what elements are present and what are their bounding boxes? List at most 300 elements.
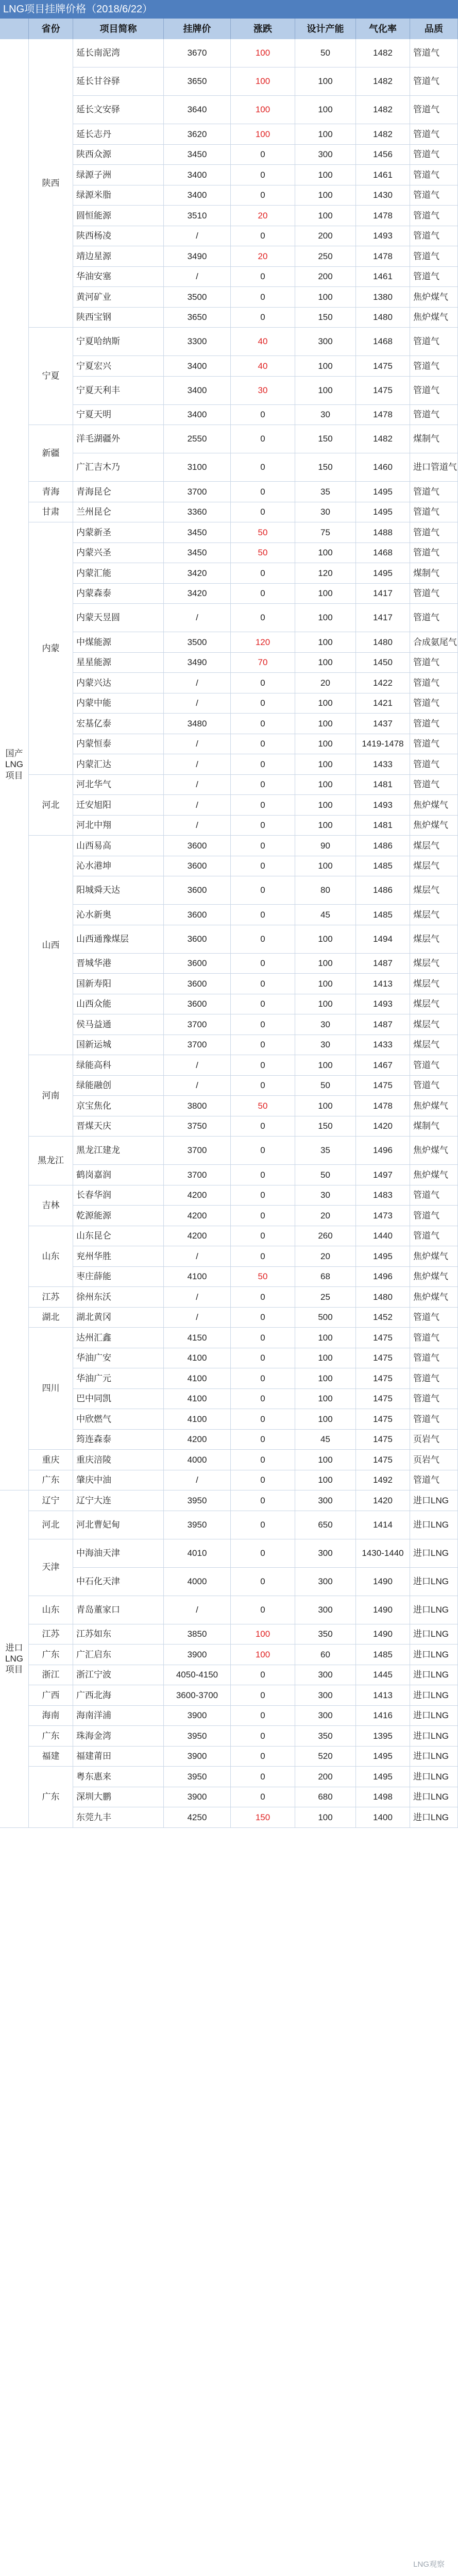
project-name: 达州汇鑫 xyxy=(73,1328,164,1348)
price-change: 0 xyxy=(231,1185,295,1206)
design-capacity: 100 xyxy=(295,124,356,145)
gasification-rate: 1414 xyxy=(356,1511,410,1539)
price-change: 120 xyxy=(231,632,295,653)
header-gasification: 气化率 xyxy=(356,19,410,39)
gasification-rate: 1417 xyxy=(356,604,410,632)
design-capacity: 100 xyxy=(295,974,356,994)
listed-price: 3600 xyxy=(164,876,231,905)
gas-quality: 管道气 xyxy=(410,502,458,523)
province-cell: 四川 xyxy=(29,1328,73,1450)
gas-quality: 管道气 xyxy=(410,124,458,145)
design-capacity: 45 xyxy=(295,905,356,925)
gasification-rate: 1417 xyxy=(356,584,410,604)
listed-price: / xyxy=(164,604,231,632)
header-project: 项目简称 xyxy=(73,19,164,39)
design-capacity: 100 xyxy=(295,67,356,96)
project-name: 国新运城 xyxy=(73,1035,164,1056)
table-title: LNG项目挂牌价格（2018/6/22） xyxy=(0,0,458,19)
design-capacity: 150 xyxy=(295,453,356,482)
design-capacity: 100 xyxy=(295,1055,356,1076)
gas-quality: 管道气 xyxy=(410,39,458,67)
price-change: 0 xyxy=(231,185,295,206)
gasification-rate: 1420 xyxy=(356,1116,410,1137)
listed-price: / xyxy=(164,1308,231,1328)
gas-quality: 焦炉煤气 xyxy=(410,816,458,836)
gasification-rate: 1480 xyxy=(356,308,410,328)
gasification-rate: 1482 xyxy=(356,39,410,67)
province-cell: 甘肃 xyxy=(29,502,73,523)
gas-quality: 管道气 xyxy=(410,1206,458,1226)
header-category xyxy=(0,19,29,39)
gas-quality: 管道气 xyxy=(410,226,458,247)
price-change: 0 xyxy=(231,1470,295,1491)
gasification-rate: 1445 xyxy=(356,1665,410,1686)
listed-price: 3900 xyxy=(164,1787,231,1808)
design-capacity: 300 xyxy=(295,328,356,356)
price-change: 70 xyxy=(231,653,295,673)
gasification-rate: 1467 xyxy=(356,1055,410,1076)
gas-quality: 进口LNG xyxy=(410,1706,458,1726)
project-name: 陕西众源 xyxy=(73,145,164,165)
gasification-rate: 1413 xyxy=(356,1685,410,1706)
project-name: 星星能源 xyxy=(73,653,164,673)
listed-price: 4150 xyxy=(164,1328,231,1348)
listed-price: 3400 xyxy=(164,377,231,405)
design-capacity: 300 xyxy=(295,145,356,165)
gas-quality: 管道气 xyxy=(410,714,458,734)
price-change: 20 xyxy=(231,246,295,267)
price-change: 0 xyxy=(231,165,295,185)
project-name: 宁夏天明 xyxy=(73,405,164,426)
gas-quality: 管道气 xyxy=(410,775,458,795)
listed-price: 3620 xyxy=(164,124,231,145)
price-change: 50 xyxy=(231,1267,295,1287)
listed-price: 4000 xyxy=(164,1568,231,1596)
listed-price: 3420 xyxy=(164,584,231,604)
province-cell: 黑龙江 xyxy=(29,1137,73,1185)
project-name: 迁安旭阳 xyxy=(73,795,164,816)
design-capacity: 350 xyxy=(295,1624,356,1645)
listed-price: 3900 xyxy=(164,1706,231,1726)
gasification-rate: 1420 xyxy=(356,1490,410,1511)
project-name: 中煤能源 xyxy=(73,632,164,653)
project-name: 兖州华胜 xyxy=(73,1246,164,1267)
design-capacity: 100 xyxy=(295,1450,356,1470)
gas-quality: 管道气 xyxy=(410,734,458,755)
listed-price: 3300 xyxy=(164,328,231,356)
project-name: 河北中翔 xyxy=(73,816,164,836)
project-name: 江苏如东 xyxy=(73,1624,164,1645)
gasification-rate: 1430-1440 xyxy=(356,1539,410,1568)
design-capacity: 68 xyxy=(295,1267,356,1287)
gas-quality: 煤制气 xyxy=(410,425,458,453)
project-name: 沁水港坤 xyxy=(73,856,164,877)
gasification-rate: 1496 xyxy=(356,1137,410,1165)
gasification-rate: 1460 xyxy=(356,453,410,482)
gasification-rate: 1498 xyxy=(356,1787,410,1808)
province-cell: 吉林 xyxy=(29,1185,73,1226)
project-name: 广西北海 xyxy=(73,1685,164,1706)
gasification-rate: 1493 xyxy=(356,795,410,816)
watermark: LNG观察 xyxy=(409,2557,449,2570)
listed-price: 4010 xyxy=(164,1539,231,1568)
design-capacity: 200 xyxy=(295,267,356,287)
price-change: 0 xyxy=(231,994,295,1015)
project-name: 福建莆田 xyxy=(73,1747,164,1767)
gas-quality: 进口LNG xyxy=(410,1726,458,1747)
gasification-rate: 1478 xyxy=(356,1096,410,1116)
listed-price: 3750 xyxy=(164,1116,231,1137)
design-capacity: 100 xyxy=(295,185,356,206)
listed-price: 3700 xyxy=(164,1035,231,1056)
price-change: 0 xyxy=(231,1116,295,1137)
gas-quality: 焦炉煤气 xyxy=(410,1267,458,1287)
price-change: 100 xyxy=(231,1624,295,1645)
gas-quality: 进口LNG xyxy=(410,1568,458,1596)
design-capacity: 45 xyxy=(295,1430,356,1450)
listed-price: / xyxy=(164,1076,231,1096)
listed-price: 3490 xyxy=(164,246,231,267)
gas-quality: 管道气 xyxy=(410,185,458,206)
project-name: 绿能融创 xyxy=(73,1076,164,1096)
project-name: 中欣燃气 xyxy=(73,1409,164,1430)
province-cell: 宁夏 xyxy=(29,328,73,425)
gas-quality: 管道气 xyxy=(410,754,458,775)
listed-price: 3700 xyxy=(164,1137,231,1165)
gasification-rate: 1413 xyxy=(356,974,410,994)
listed-price: 3950 xyxy=(164,1490,231,1511)
listed-price: 3400 xyxy=(164,405,231,426)
price-change: 0 xyxy=(231,1226,295,1247)
price-change: 0 xyxy=(231,1430,295,1450)
price-change: 0 xyxy=(231,1726,295,1747)
project-name: 青岛董家口 xyxy=(73,1596,164,1624)
price-change: 40 xyxy=(231,328,295,356)
project-name: 枣庄薛能 xyxy=(73,1267,164,1287)
gasification-rate: 1475 xyxy=(356,1389,410,1410)
gas-quality: 进口LNG xyxy=(410,1539,458,1568)
gas-quality: 管道气 xyxy=(410,1409,458,1430)
province-cell: 山东 xyxy=(29,1226,73,1287)
gasification-rate: 1495 xyxy=(356,1747,410,1767)
province-cell: 海南 xyxy=(29,1706,73,1726)
listed-price: 3900 xyxy=(164,1747,231,1767)
price-change: 0 xyxy=(231,1246,295,1267)
gas-quality: 进口LNG xyxy=(410,1645,458,1665)
province-cell: 辽宁 xyxy=(29,1490,73,1511)
price-change: 0 xyxy=(231,905,295,925)
price-change: 0 xyxy=(231,1511,295,1539)
price-change: 0 xyxy=(231,1409,295,1430)
province-cell: 河北 xyxy=(29,1511,73,1539)
gasification-rate: 1380 xyxy=(356,287,410,308)
price-change: 150 xyxy=(231,1807,295,1828)
province-cell: 陕西 xyxy=(29,39,73,328)
project-name: 陕西宝钢 xyxy=(73,308,164,328)
listed-price: 4200 xyxy=(164,1226,231,1247)
gasification-rate: 1475 xyxy=(356,1368,410,1389)
listed-price: 3480 xyxy=(164,714,231,734)
gas-quality: 管道气 xyxy=(410,522,458,543)
project-name: 洋毛湖疆外 xyxy=(73,425,164,453)
gas-quality: 管道气 xyxy=(410,328,458,356)
header-capacity: 设计产能 xyxy=(295,19,356,39)
price-change: 50 xyxy=(231,543,295,564)
province-cell: 广东 xyxy=(29,1767,73,1828)
project-name: 陕西杨凌 xyxy=(73,226,164,247)
listed-price: / xyxy=(164,1470,231,1491)
price-change: 50 xyxy=(231,1096,295,1116)
gas-quality: 管道气 xyxy=(410,1226,458,1247)
project-name: 宁夏哈纳斯 xyxy=(73,328,164,356)
price-change: 0 xyxy=(231,1539,295,1568)
listed-price: / xyxy=(164,1287,231,1308)
gas-quality: 进口LNG xyxy=(410,1787,458,1808)
design-capacity: 100 xyxy=(295,206,356,226)
design-capacity: 100 xyxy=(295,604,356,632)
gas-quality: 页岩气 xyxy=(410,1430,458,1450)
project-name: 肇庆中油 xyxy=(73,1470,164,1491)
gas-quality: 管道气 xyxy=(410,653,458,673)
price-change: 20 xyxy=(231,206,295,226)
price-change: 0 xyxy=(231,836,295,856)
design-capacity: 260 xyxy=(295,1226,356,1247)
price-change: 0 xyxy=(231,1165,295,1185)
gas-quality: 管道气 xyxy=(410,206,458,226)
project-name: 内蒙兴圣 xyxy=(73,543,164,564)
price-change: 0 xyxy=(231,287,295,308)
gasification-rate: 1487 xyxy=(356,1014,410,1035)
project-name: 筠连森泰 xyxy=(73,1430,164,1450)
design-capacity: 100 xyxy=(295,356,356,377)
project-name: 河北曹妃甸 xyxy=(73,1511,164,1539)
price-change: 0 xyxy=(231,563,295,584)
price-change: 0 xyxy=(231,1706,295,1726)
category-cell xyxy=(0,1490,29,1828)
project-name: 延长文安驿 xyxy=(73,96,164,124)
province-cell: 浙江 xyxy=(29,1665,73,1686)
project-name: 内蒙恒泰 xyxy=(73,734,164,755)
gas-quality: 焦炉煤气 xyxy=(410,1096,458,1116)
gas-quality: 煤层气 xyxy=(410,1035,458,1056)
project-name: 广汇吉木乃 xyxy=(73,453,164,482)
project-name: 内蒙新圣 xyxy=(73,522,164,543)
project-name: 黑龙江建龙 xyxy=(73,1137,164,1165)
gasification-rate: 1486 xyxy=(356,876,410,905)
price-change: 0 xyxy=(231,453,295,482)
price-change: 0 xyxy=(231,1596,295,1624)
listed-price: 3500 xyxy=(164,287,231,308)
gas-quality: 管道气 xyxy=(410,1055,458,1076)
design-capacity: 350 xyxy=(295,1726,356,1747)
gas-quality: 进口LNG xyxy=(410,1767,458,1787)
price-change: 0 xyxy=(231,714,295,734)
project-name: 延长南泥湾 xyxy=(73,39,164,67)
design-capacity: 30 xyxy=(295,502,356,523)
gas-quality: 页岩气 xyxy=(410,1450,458,1470)
gasification-rate: 1495 xyxy=(356,1246,410,1267)
gasification-rate: 1473 xyxy=(356,1206,410,1226)
listed-price: / xyxy=(164,673,231,693)
gasification-rate: 1493 xyxy=(356,226,410,247)
gas-quality: 煤层气 xyxy=(410,954,458,974)
listed-price: / xyxy=(164,775,231,795)
price-change: 0 xyxy=(231,1035,295,1056)
price-change: 0 xyxy=(231,925,295,954)
design-capacity: 100 xyxy=(295,1409,356,1430)
gasification-rate: 1475 xyxy=(356,1328,410,1348)
project-name: 辽宁大连 xyxy=(73,1490,164,1511)
gasification-rate: 1433 xyxy=(356,1035,410,1056)
gasification-rate: 1478 xyxy=(356,246,410,267)
listed-price: / xyxy=(164,734,231,755)
design-capacity: 100 xyxy=(295,714,356,734)
gasification-rate: 1481 xyxy=(356,816,410,836)
gasification-rate: 1395 xyxy=(356,1726,410,1747)
province-cell: 广西 xyxy=(29,1685,73,1706)
province-cell: 广东 xyxy=(29,1726,73,1747)
project-name: 山西易高 xyxy=(73,836,164,856)
gasification-rate: 1478 xyxy=(356,405,410,426)
price-change: 0 xyxy=(231,1490,295,1511)
price-change: 0 xyxy=(231,1747,295,1767)
price-change: 0 xyxy=(231,405,295,426)
gas-quality: 进口LNG xyxy=(410,1685,458,1706)
gasification-rate: 1430 xyxy=(356,185,410,206)
listed-price: 3950 xyxy=(164,1726,231,1747)
gas-quality: 煤层气 xyxy=(410,836,458,856)
project-name: 晋城华港 xyxy=(73,954,164,974)
price-change: 0 xyxy=(231,1014,295,1035)
design-capacity: 250 xyxy=(295,246,356,267)
listed-price: 4050-4150 xyxy=(164,1665,231,1686)
design-capacity: 20 xyxy=(295,1246,356,1267)
gasification-rate: 1490 xyxy=(356,1568,410,1596)
province-cell: 广东 xyxy=(29,1470,73,1491)
gas-quality: 进口LNG xyxy=(410,1747,458,1767)
gas-quality: 管道气 xyxy=(410,1328,458,1348)
listed-price: 3600-3700 xyxy=(164,1685,231,1706)
listed-price: 3450 xyxy=(164,522,231,543)
project-name: 兰州昆仑 xyxy=(73,502,164,523)
gasification-rate: 1475 xyxy=(356,1430,410,1450)
listed-price: 3600 xyxy=(164,925,231,954)
listed-price: 4200 xyxy=(164,1206,231,1226)
price-change: 0 xyxy=(231,1787,295,1808)
listed-price: 3360 xyxy=(164,502,231,523)
project-name: 内蒙兴达 xyxy=(73,673,164,693)
project-name: 圆恒能源 xyxy=(73,206,164,226)
gasification-rate: 1478 xyxy=(356,206,410,226)
price-change: 0 xyxy=(231,1368,295,1389)
design-capacity: 300 xyxy=(295,1490,356,1511)
gasification-rate: 1495 xyxy=(356,502,410,523)
listed-price: 3850 xyxy=(164,1624,231,1645)
header-province: 省份 xyxy=(29,19,73,39)
gasification-rate: 1468 xyxy=(356,543,410,564)
province-cell: 天津 xyxy=(29,1539,73,1596)
gasification-rate: 1482 xyxy=(356,96,410,124)
gasification-rate: 1487 xyxy=(356,954,410,974)
price-change: 0 xyxy=(231,795,295,816)
listed-price: / xyxy=(164,693,231,714)
category-label: 国产LNG项目 xyxy=(5,749,23,781)
project-name: 海南洋浦 xyxy=(73,1706,164,1726)
gas-quality: 焦炉煤气 xyxy=(410,1246,458,1267)
gasification-rate: 1490 xyxy=(356,1596,410,1624)
gasification-rate: 1482 xyxy=(356,67,410,96)
price-change: 0 xyxy=(231,1767,295,1787)
gas-quality: 焦炉煤气 xyxy=(410,795,458,816)
project-name: 宁夏天利丰 xyxy=(73,377,164,405)
listed-price: 4100 xyxy=(164,1409,231,1430)
listed-price: 3510 xyxy=(164,206,231,226)
listed-price: / xyxy=(164,754,231,775)
gas-quality: 管道气 xyxy=(410,1470,458,1491)
gas-quality: 煤层气 xyxy=(410,925,458,954)
price-change: 0 xyxy=(231,308,295,328)
price-change: 0 xyxy=(231,1308,295,1328)
project-name: 内蒙中能 xyxy=(73,693,164,714)
design-capacity: 75 xyxy=(295,522,356,543)
design-capacity: 200 xyxy=(295,226,356,247)
listed-price: 3400 xyxy=(164,356,231,377)
project-name: 深圳大鹏 xyxy=(73,1787,164,1808)
price-change: 100 xyxy=(231,124,295,145)
listed-price: / xyxy=(164,795,231,816)
gasification-rate: 1496 xyxy=(356,1267,410,1287)
listed-price: 4000 xyxy=(164,1450,231,1470)
design-capacity: 100 xyxy=(295,1368,356,1389)
project-name: 鹤岗嘉润 xyxy=(73,1165,164,1185)
project-name: 黄河矿业 xyxy=(73,287,164,308)
listed-price: / xyxy=(164,226,231,247)
design-capacity: 100 xyxy=(295,795,356,816)
design-capacity: 150 xyxy=(295,425,356,453)
gasification-rate: 1419-1478 xyxy=(356,734,410,755)
gas-quality: 管道气 xyxy=(410,693,458,714)
gasification-rate: 1494 xyxy=(356,925,410,954)
project-name: 长春华润 xyxy=(73,1185,164,1206)
listed-price: 3490 xyxy=(164,653,231,673)
gas-quality: 进口LNG xyxy=(410,1511,458,1539)
project-name: 延长甘谷驿 xyxy=(73,67,164,96)
gas-quality: 进口管道气 xyxy=(410,453,458,482)
project-name: 青海昆仑 xyxy=(73,482,164,502)
gasification-rate: 1433 xyxy=(356,754,410,775)
gasification-rate: 1475 xyxy=(356,356,410,377)
project-name: 晋煤天庆 xyxy=(73,1116,164,1137)
project-name: 徐州东沃 xyxy=(73,1287,164,1308)
listed-price: 3600 xyxy=(164,856,231,877)
project-name: 内蒙汇达 xyxy=(73,754,164,775)
price-change: 0 xyxy=(231,693,295,714)
price-change: 100 xyxy=(231,67,295,96)
design-capacity: 100 xyxy=(295,653,356,673)
listed-price: 3950 xyxy=(164,1767,231,1787)
gas-quality: 管道气 xyxy=(410,267,458,287)
design-capacity: 30 xyxy=(295,1014,356,1035)
project-name: 重庆涪陵 xyxy=(73,1450,164,1470)
gas-quality: 管道气 xyxy=(410,145,458,165)
price-change: 0 xyxy=(231,1137,295,1165)
design-capacity: 300 xyxy=(295,1539,356,1568)
project-name: 延长志丹 xyxy=(73,124,164,145)
gas-quality: 煤制气 xyxy=(410,563,458,584)
listed-price: 3400 xyxy=(164,185,231,206)
price-change: 0 xyxy=(231,1665,295,1686)
design-capacity: 100 xyxy=(295,754,356,775)
